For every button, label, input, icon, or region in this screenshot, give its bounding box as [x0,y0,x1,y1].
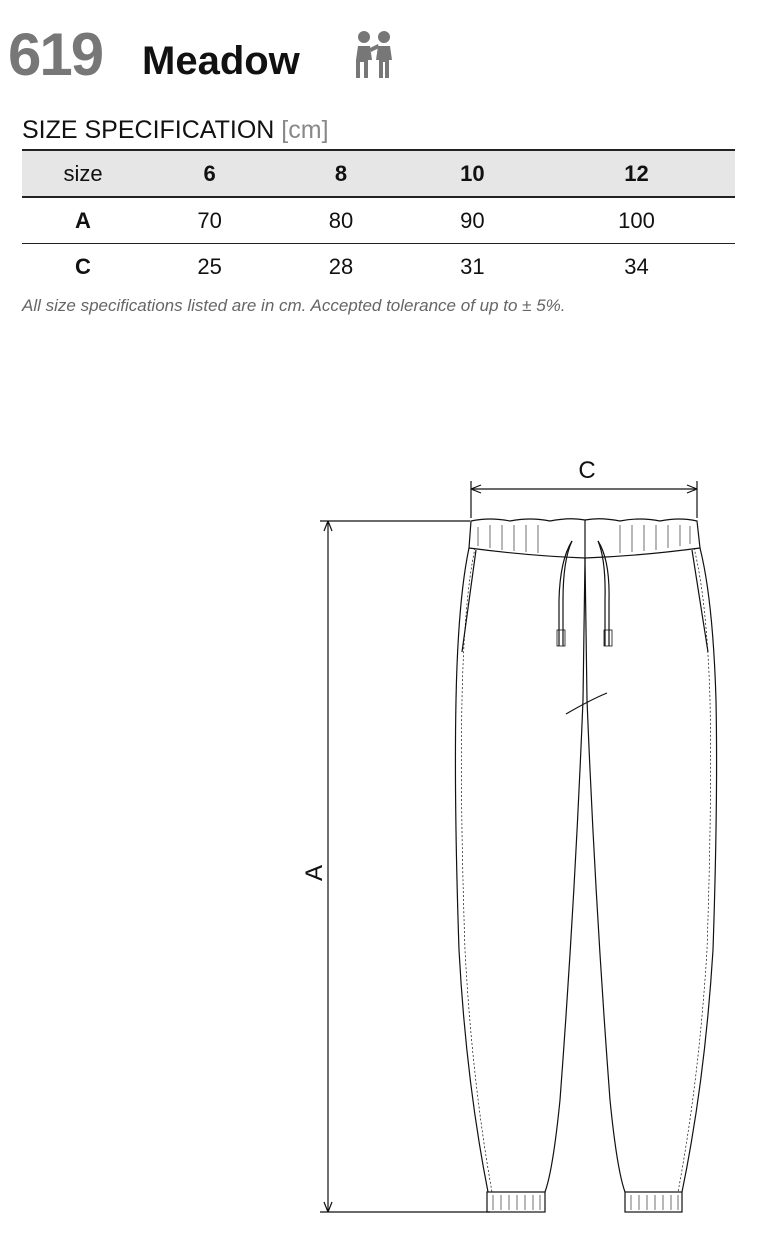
length-label: A [301,864,328,882]
table-cell: 34 [624,253,649,279]
row-label: C [75,253,91,279]
spec-title-text: SIZE SPECIFICATION [22,116,275,144]
model-number: 619 [8,21,103,88]
column-header: size [22,150,144,197]
column-header: 12 [538,150,735,197]
cuff-left [487,1192,545,1212]
tolerance-note: All size specifications listed are in cm. Accepted tolerance of up to ± 5%. [22,296,566,315]
column-header: 10 [407,150,538,197]
cuff-right [625,1192,682,1212]
pocket-right [692,550,708,652]
table-cell: 90 [407,197,538,244]
table-cell: 25 [197,253,222,279]
column-header: 8 [275,150,406,197]
right-leg-outline [682,548,717,1192]
column-header: 6 [144,150,275,197]
table-cell: 80 [275,197,406,244]
table-cell: 28 [328,253,354,279]
model-name: Meadow [142,39,300,83]
width-label: C [578,457,596,484]
row-label: A [22,197,144,244]
spec-unit: [cm] [281,116,329,144]
left-leg-outline [455,548,488,1192]
pocket-left [462,550,476,652]
table-cell: 100 [538,197,735,244]
table-cell: 70 [144,197,275,244]
table-cell: 31 [460,253,485,279]
